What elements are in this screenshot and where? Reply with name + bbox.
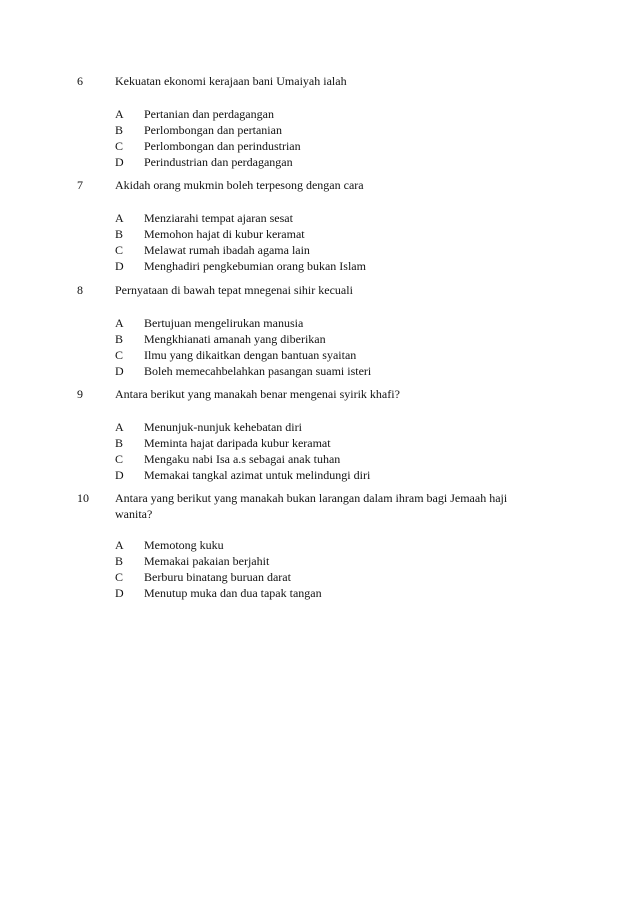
option-text: Meminta hajat daripada kubur keramat [144,436,331,450]
option-c [115,569,575,585]
question-text: Antara yang berikut yang manakah bukan larangan dalam ihram bagi Jemaah haji wanita? [115,491,508,521]
option-letter: D [115,364,124,378]
option-letter: B [115,436,124,450]
option-list [115,106,575,170]
option-letter: B [115,332,124,346]
option-letter: D [115,586,124,600]
option-text: Perlombongan dan perindustrian [144,139,301,153]
option-d [115,467,575,483]
option-text: Menutup muka dan dua tapak tangan [144,586,322,600]
option-text: Menghadiri pengkebumian orang bukan Islam [144,259,366,273]
question-number: 10 [77,491,89,505]
question-number: 9 [77,387,83,401]
option-letter: C [115,570,124,584]
option-text: Menziarahi tempat ajaran sesat [144,211,293,225]
option-text: Melawat rumah ibadah agama lain [144,243,310,257]
option-text: Memakai pakaian berjahit [144,554,270,568]
option-letter: D [115,468,124,482]
option-c [115,138,575,154]
option-b [115,122,575,138]
option-b [115,331,575,347]
question-text: Akidah orang mukmin boleh terpesong dengan cara [115,178,364,192]
option-d [115,363,575,379]
option-list [115,537,575,601]
option-letter: C [115,243,124,257]
option-text: Mengaku nabi Isa a.s sebagai anak tuhan [144,452,341,466]
option-a [115,419,575,435]
option-d [115,154,575,170]
option-text: Pertanian dan perdagangan [144,107,274,121]
question-number: 7 [77,178,83,192]
option-letter: C [115,348,124,362]
option-text: Ilmu yang dikaitkan dengan bantuan syaitan [144,348,357,362]
option-text: Berburu binatang buruan darat [144,570,291,584]
question-text: Kekuatan ekonomi kerajaan bani Umaiyah ialah [115,74,347,88]
option-letter: A [115,538,124,552]
option-letter: B [115,123,124,137]
option-text: Memakai tangkal azimat untuk melindungi diri [144,468,371,482]
option-d [115,585,575,601]
question-number: 8 [77,283,83,297]
option-letter: D [115,155,124,169]
option-list [115,210,575,274]
option-b [115,226,575,242]
option-a [115,210,575,226]
option-letter: A [115,420,124,434]
option-c [115,347,575,363]
question-text: Antara berikut yang manakah benar mengenai syirik khafi? [115,387,400,401]
option-c [115,451,575,467]
option-letter: A [115,107,124,121]
option-text: Memohon hajat di kubur keramat [144,227,305,241]
option-c [115,242,575,258]
question-number: 6 [77,74,83,88]
option-letter: C [115,139,124,153]
option-list [115,315,575,379]
option-text: Menunjuk-nunjuk kehebatan diri [144,420,302,434]
option-a [115,315,575,331]
option-b [115,435,575,451]
question-text: Pernyataan di bawah tepat mnegenai sihir kecuali [115,283,353,297]
option-text: Mengkhianati amanah yang diberikan [144,332,326,346]
option-text: Memotong kuku [144,538,224,552]
option-letter: A [115,211,124,225]
option-letter: D [115,259,124,273]
option-d [115,258,575,274]
option-list [115,419,575,483]
option-letter: C [115,452,124,466]
option-text: Bertujuan mengelirukan manusia [144,316,304,330]
option-b [115,553,575,569]
option-letter: B [115,227,124,241]
option-letter: B [115,554,124,568]
option-text: Perindustrian dan perdagangan [144,155,293,169]
option-a [115,537,575,553]
option-text: Boleh memecahbelahkan pasangan suami isteri [144,364,372,378]
option-a [115,106,575,122]
option-text: Perlombongan dan pertanian [144,123,282,137]
option-letter: A [115,316,124,330]
